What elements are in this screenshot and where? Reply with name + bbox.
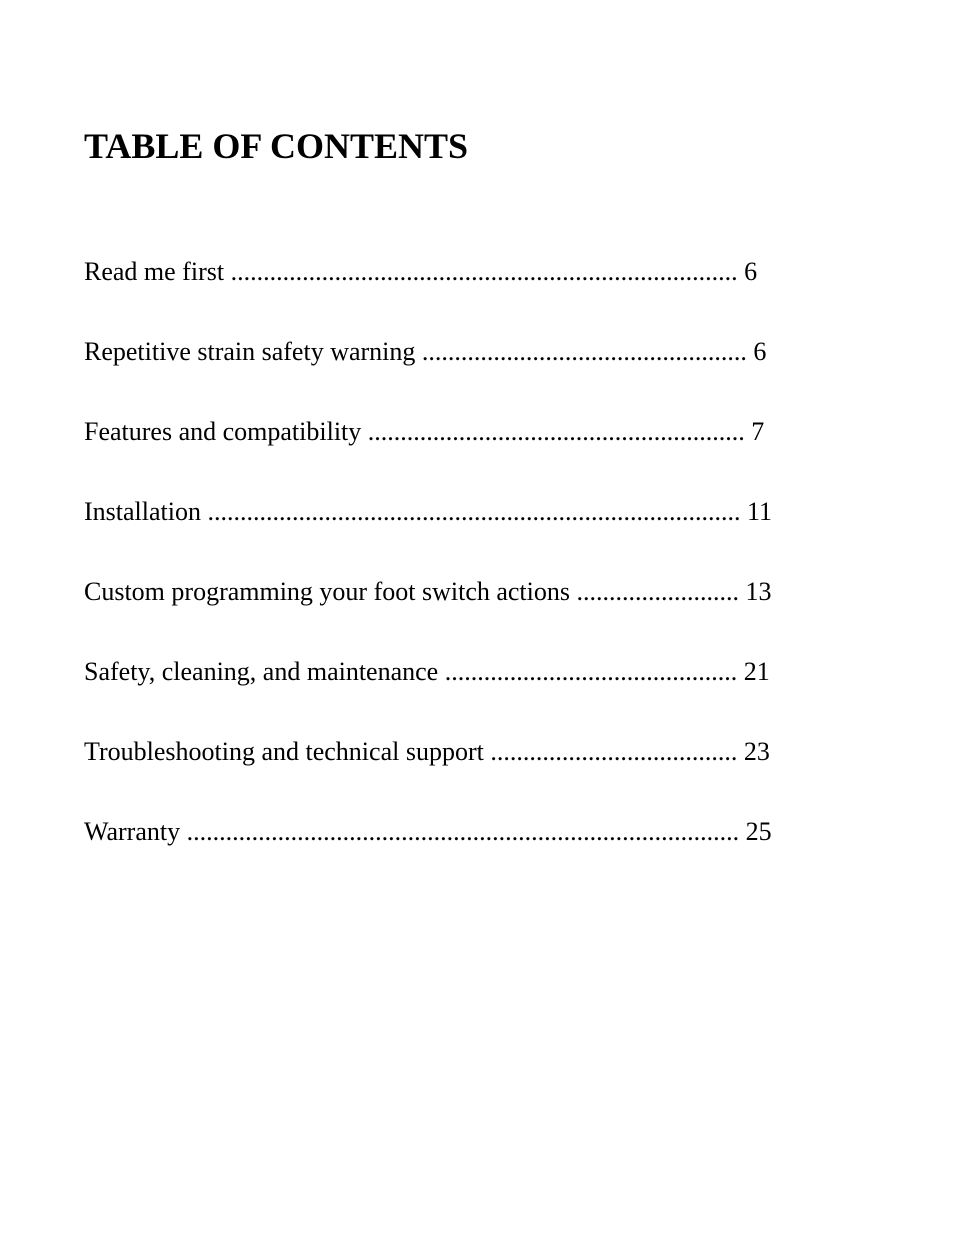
toc-entry-page: 7 xyxy=(744,417,765,446)
toc-entry-page: 21 xyxy=(737,657,770,686)
toc-entry-page: 6 xyxy=(746,337,767,366)
page-title: TABLE OF CONTENTS xyxy=(84,126,469,166)
toc-entry-warranty xyxy=(84,812,864,892)
toc-entry-page: 11 xyxy=(740,497,773,526)
toc-entry-read-me-first xyxy=(84,252,864,332)
toc-entry-troubleshooting xyxy=(84,732,864,812)
toc-entry-text: Warranty xyxy=(84,817,181,846)
toc-entry-text: Troubleshooting and technical support xyxy=(84,737,484,766)
toc-entry-leader: ............................................. xyxy=(438,657,738,686)
toc-entry-features xyxy=(84,412,864,492)
toc-entry-leader: ...................................... xyxy=(483,737,738,766)
toc-entry-text: Installation xyxy=(84,497,201,526)
toc-entry-text: Repetitive strain safety warning xyxy=(84,337,416,366)
toc-entry-repetitive-strain xyxy=(84,332,864,412)
toc-entry-page: 13 xyxy=(739,577,772,606)
toc-entry-leader: .......................................................... xyxy=(361,417,745,446)
toc-entry-leader: ......................... xyxy=(570,577,740,606)
toc-entry-leader: .................................................. xyxy=(415,337,747,366)
toc-entry-page: 25 xyxy=(739,817,772,846)
toc-entry-text: Safety, cleaning, and maintenance xyxy=(84,657,439,686)
toc-entry-page: 6 xyxy=(737,257,758,286)
toc-entry-text: Read me first xyxy=(84,257,225,286)
toc-entry-text: Custom programming your foot switch actions xyxy=(84,577,571,606)
toc-entry-leader: ..................................................................................... xyxy=(180,817,740,846)
toc-entry-installation xyxy=(84,492,864,572)
toc-entry-custom-programming xyxy=(84,572,864,652)
toc-entry-safety xyxy=(84,652,864,732)
toc-entry-page: 23 xyxy=(737,737,770,766)
toc-entry-text: Features and compatibility xyxy=(84,417,362,446)
toc-list xyxy=(84,252,864,892)
toc-entry-leader: .................................................................................. xyxy=(200,497,741,526)
toc-entry-leader: .............................................................................. xyxy=(224,257,738,286)
